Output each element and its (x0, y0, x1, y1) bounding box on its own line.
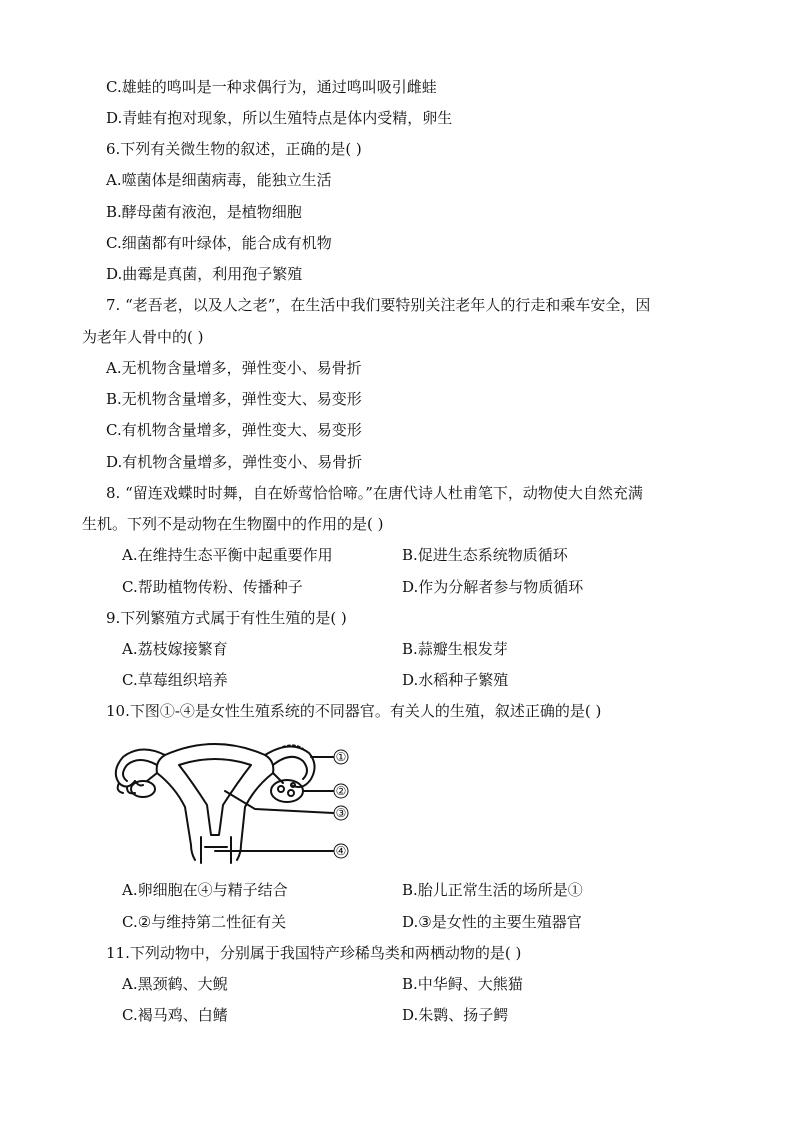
figure-label-3: ③ (335, 806, 347, 820)
q6-option-c: C.细菌都有叶绿体，能合成有机物 (106, 234, 332, 252)
q6-option-b: B.酵母菌有液泡，是植物细胞 (106, 203, 302, 221)
q9-option-a: A.荔枝嫁接繁育 (122, 640, 228, 658)
q8-option-b: B.促进生态系统物质循环 (402, 546, 568, 564)
q8-option-a: A.在维持生态平衡中起重要作用 (122, 546, 333, 564)
q9-option-b: B.蒜瓣生根发芽 (402, 640, 508, 658)
q5-option-c: C.雄蛙的鸣叫是一种求偶行为，通过鸣叫吸引雌蛙 (106, 78, 437, 96)
q7-stem-line2: 为老年人骨中的( ) (82, 328, 204, 346)
q11-stem: 11.下列动物中，分别属于我国特产珍稀鸟类和两栖动物的是( ) (106, 944, 522, 962)
q8-stem-line1: 8. “留连戏蝶时时舞，自在娇莺恰恰啼。”在唐代诗人杜甫笔下，动物使大自然充满 (106, 484, 643, 502)
female-reproductive-system-diagram (105, 735, 355, 865)
q11-option-d: D.朱鹮、扬子鳄 (402, 1006, 509, 1024)
q11-option-b: B.中华鲟、大熊猫 (402, 975, 523, 993)
q9-option-c: C.草莓组织培养 (122, 671, 228, 689)
q7-option-b: B.无机物含量增多，弹性变大、易变形 (106, 390, 362, 408)
q11-option-a: A.黑颈鹤、大鲵 (122, 975, 228, 993)
q10-option-a: A.卵细胞在④与精子结合 (122, 881, 288, 899)
q5-option-d: D.青蛙有抱对现象，所以生殖特点是体内受精，卵生 (106, 109, 453, 127)
q7-option-d: D.有机物含量增多，弹性变小、易骨折 (106, 453, 363, 471)
q8-option-c: C.帮助植物传粉、传播种子 (122, 578, 303, 596)
q10-stem: 10.下图①-④是女性生殖系统的不同器官。有关人的生殖，叙述正确的是( ) (106, 702, 602, 720)
q10-option-b: B.胎儿正常生活的场所是① (402, 881, 583, 899)
q10-option-d: D.③是女性的主要生殖器官 (402, 913, 582, 931)
q9-stem: 9.下列繁殖方式属于有性生殖的是( ) (106, 609, 347, 627)
q10-option-c: C.②与维持第二性征有关 (122, 913, 287, 931)
q6-stem: 6.下列有关微生物的叙述，正确的是( ) (106, 140, 362, 158)
figure-label-1: ① (335, 750, 347, 764)
q8-option-d: D.作为分解者参与物质循环 (402, 578, 584, 596)
q6-option-d: D.曲霉是真菌，利用孢子繁殖 (106, 265, 303, 283)
q6-option-a: A.噬菌体是细菌病毒，能独立生活 (106, 171, 332, 189)
figure-label-4: ④ (335, 844, 347, 858)
figure-label-2: ② (335, 784, 347, 798)
q7-option-c: C.有机物含量增多，弹性变大、易变形 (106, 421, 362, 439)
q9-option-d: D.水稻种子繁殖 (402, 671, 509, 689)
q11-option-c: C.褐马鸡、白鳍 (122, 1006, 228, 1024)
q7-option-a: A.无机物含量增多，弹性变小、易骨折 (106, 359, 362, 377)
q7-stem-line1: 7. “老吾老，以及人之老”，在生活中我们要特别关注老年人的行走和乘车安全，因 (106, 296, 651, 314)
q8-stem-line2: 生机。下列不是动物在生物圈中的作用的是( ) (82, 515, 384, 533)
